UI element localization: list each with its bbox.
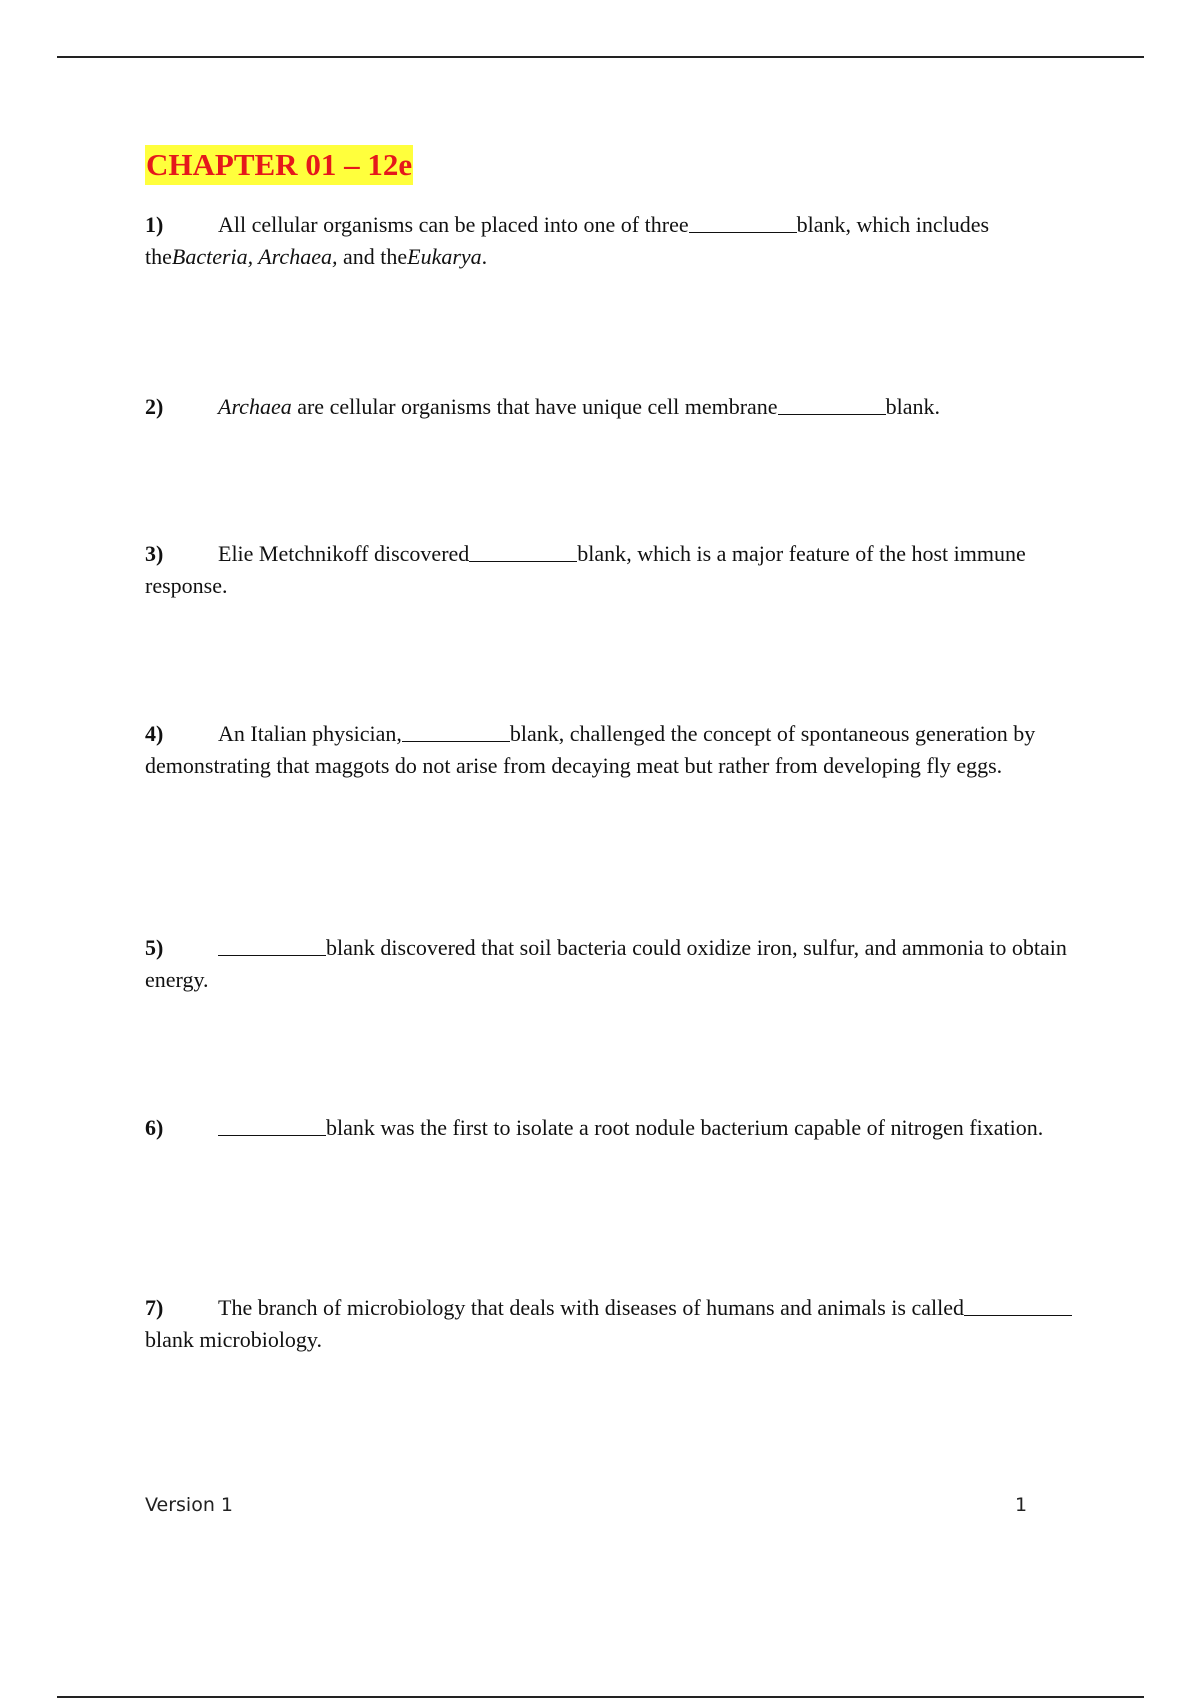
blank-label: blank bbox=[326, 1115, 375, 1140]
question-number: 1) bbox=[145, 212, 164, 237]
blank-label: blank bbox=[885, 394, 935, 419]
answer-blank bbox=[778, 413, 886, 415]
question-text: Elie Metchnikoff discovered bbox=[218, 541, 470, 566]
question-4 bbox=[145, 718, 1085, 782]
question-italic-text: Bacteria, Archaea, bbox=[171, 244, 338, 269]
answer-blank bbox=[964, 1314, 1072, 1316]
question-number: 5) bbox=[145, 935, 164, 960]
blank-label: blank bbox=[326, 935, 375, 960]
question-number: 4) bbox=[145, 721, 164, 746]
question-text: , which includes the bbox=[145, 212, 990, 269]
top-rule bbox=[57, 56, 1144, 58]
answer-blank bbox=[218, 954, 326, 956]
question-number: 7) bbox=[145, 1295, 164, 1320]
question-text: The branch of microbiology that deals with diseases of humans and animals is called bbox=[218, 1295, 964, 1320]
answer-blank bbox=[689, 231, 797, 233]
question-1 bbox=[145, 209, 1085, 273]
question-italic-text: Eukarya bbox=[407, 244, 482, 269]
question-2 bbox=[145, 391, 1085, 423]
question-text: was the first to isolate a root nodule bacterium capable of nitrogen fixation. bbox=[374, 1115, 1044, 1140]
blank-label: blank bbox=[509, 721, 559, 746]
question-text: are cellular organisms that have unique cell membrane bbox=[291, 394, 778, 419]
chapter-title: CHAPTER 01 – 12e bbox=[145, 145, 413, 185]
answer-blank bbox=[469, 560, 577, 562]
question-text: discovered that soil bacteria could oxidize iron, sulfur, and ammonia to obtain energy. bbox=[145, 935, 1067, 992]
bottom-rule bbox=[57, 1696, 1144, 1698]
question-text: , challenged the concept of spontaneous generation by demonstrating that maggots do not arise from decaying meat but rather from developing fly eggs. bbox=[145, 721, 1036, 778]
question-number: 3) bbox=[145, 541, 164, 566]
answer-blank bbox=[402, 740, 510, 742]
blank-label: blank bbox=[145, 1327, 194, 1352]
question-number: 6) bbox=[145, 1115, 164, 1140]
question-text: and the bbox=[337, 244, 408, 269]
question-text: , which is a major feature of the host immune response. bbox=[145, 541, 1026, 598]
question-text: . bbox=[481, 244, 488, 269]
answer-blank bbox=[218, 1134, 326, 1136]
question-number: 2) bbox=[145, 394, 164, 419]
footer-version: Version 1 bbox=[145, 1494, 233, 1516]
question-3 bbox=[145, 538, 1085, 602]
question-text: All cellular organisms can be placed into one of three bbox=[218, 212, 689, 237]
blank-label: blank bbox=[577, 541, 627, 566]
blank-label: blank bbox=[796, 212, 846, 237]
question-text: . bbox=[934, 394, 940, 419]
question-text: microbiology. bbox=[193, 1327, 323, 1352]
footer-page-number: 1 bbox=[1015, 1494, 1028, 1516]
question-italic-text: Archaea bbox=[218, 394, 292, 419]
question-text: An Italian physician, bbox=[218, 721, 402, 746]
question-7 bbox=[145, 1292, 1085, 1356]
question-5 bbox=[145, 932, 1085, 996]
question-6 bbox=[145, 1112, 1085, 1144]
